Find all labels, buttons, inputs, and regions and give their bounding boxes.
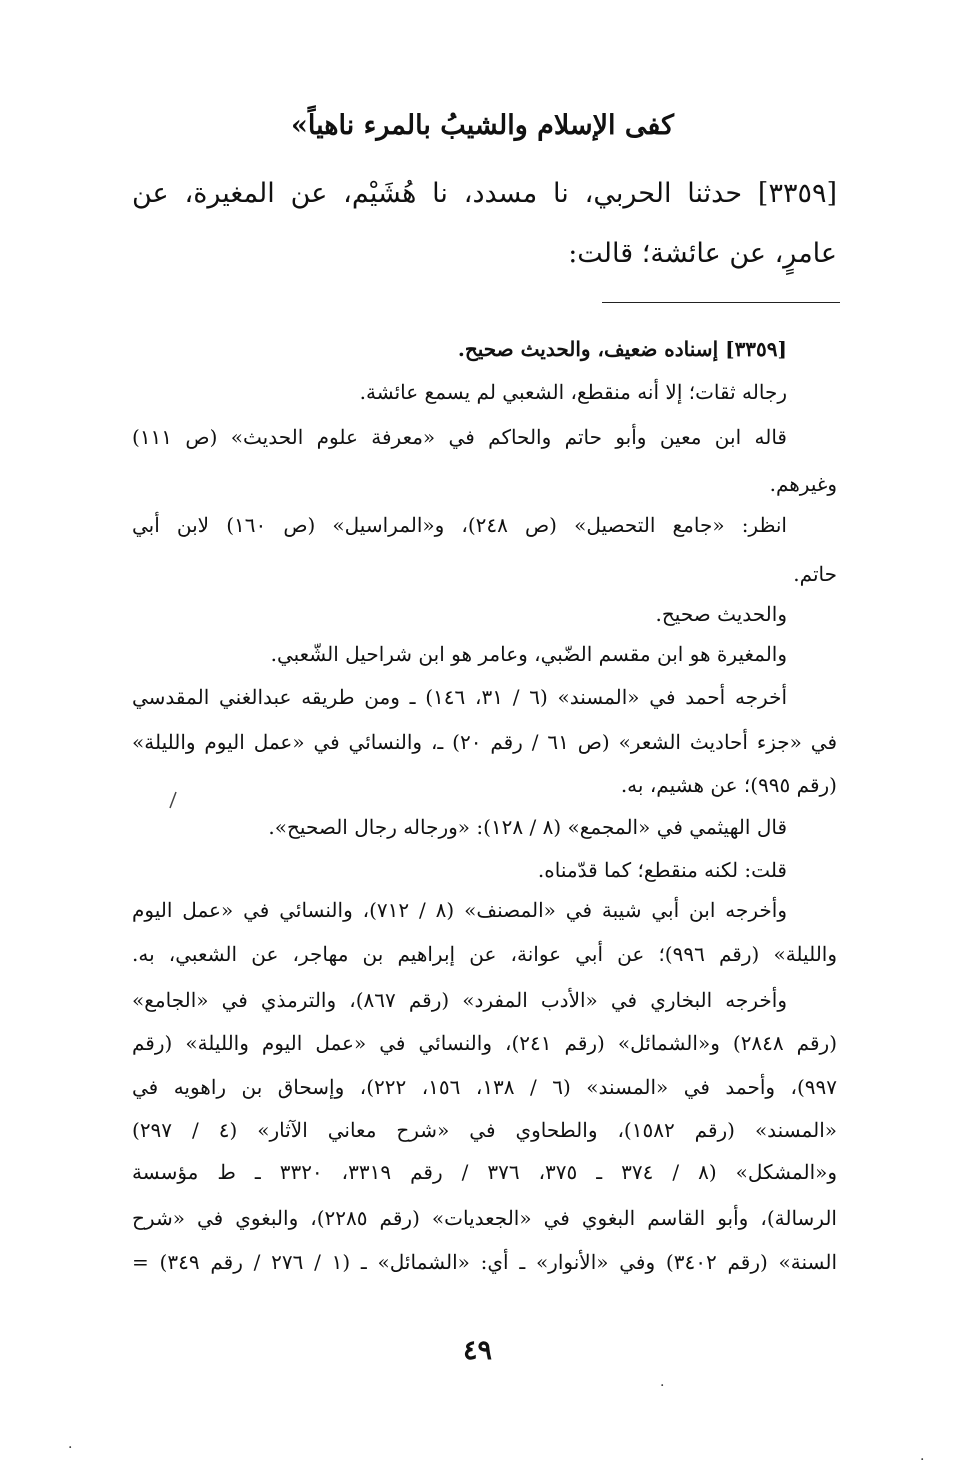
note-line: قال الهيثمي في «المجمع» (٨ / ١٢٨): «ورجاله رجال الصحيح».	[268, 815, 787, 839]
note-line: والمغيرة هو ابن مقسم الضّبي، وعامر هو ابن شراحيل الشّعبي.	[270, 642, 787, 666]
note-line: في «جزء أحاديث الشعر» (ص ٦١ / رقم ٢٠) ـ، والنسائي في «عمل اليوم والليلة»	[132, 730, 837, 754]
note-line: «المسند» (رقم ١٥٨٢)، والطحاوي في «شرح معاني الآثار» (٤ / ٢٩٧)	[132, 1118, 838, 1142]
footnote-divider	[602, 302, 840, 303]
stray-mark	[166, 790, 180, 810]
note-heading: [٣٣٥٩] إسناده ضعيف، والحديث صحيح.	[457, 337, 787, 361]
verse-heading: كفى الإسلام والشيبُ بالمرء ناهياً»	[291, 110, 674, 141]
note-line: السنة» (رقم ٣٤٠٢) وفي «الأنوار» ـ أي: «الشمائل» ـ (١ / ٢٧٦ / رقم ٣٤٩) =	[132, 1250, 838, 1274]
note-line: و«المشكل» (٨ / ٣٧٤ ـ ٣٧٥، ٣٧٦ / رقم ٣٣١٩، ٣٣٢٠ ـ ط مؤسسة	[132, 1160, 838, 1184]
note-line: (رقم ٢٨٤٨) و«الشمائل» (رقم ٢٤١)، والنسائي في «عمل اليوم والليلة» (رقم	[132, 1031, 838, 1055]
speck-mark: ·	[660, 1378, 665, 1394]
note-line: ٩٩٧)، وأحمد في «المسند» (٦ / ١٣٨، ١٥٦، ٢٢٢)، وإسحاق بن راهويه في	[132, 1075, 838, 1099]
page-number: ٤٩	[462, 1335, 492, 1366]
note-line: وأخرجه ابن أبي شيبة في «المصنف» (٨ / ٧١٢)، والنسائي في «عمل اليوم	[132, 898, 788, 922]
note-line: حاتم.	[793, 562, 837, 586]
note-line: أخرجه أحمد في «المسند» (٦ / ٣١، ١٤٦) ـ ومن طريقه عبدالغني المقدسي	[132, 685, 788, 709]
speck-mark: ·	[68, 1440, 73, 1456]
note-line: (رقم ٩٩٥)؛ عن هشيم، به.	[620, 773, 837, 797]
speck-mark: ·	[920, 1452, 925, 1468]
hadith-line-2: عامرٍ، عن عائشة؛ قالت:	[568, 238, 837, 269]
note-line: والحديث صحيح.	[655, 602, 787, 626]
note-line: الرسالة)، وأبو القاسم البغوي في «الجعديات» (رقم ٢٢٨٥)، والبغوي في «شرح	[132, 1206, 837, 1230]
note-line: قلت: لكنه منقطع؛ كما قدّمناه.	[537, 858, 787, 882]
note-line: وغيرهم.	[769, 472, 837, 496]
note-line: رجاله ثقات؛ إلا أنه منقطع، الشعبي لم يسمع عائشة.	[359, 380, 787, 404]
hadith-line-1: [٣٣٥٩] حدثنا الحربي، نا مسدد، نا هُشَيْم، عن المغيرة، عن	[132, 178, 837, 209]
note-line: قاله ابن معين وأبو حاتم والحاكم في «معرفة علوم الحديث» (ص ١١١)	[132, 425, 787, 449]
note-line: والليلة» (رقم ٩٩٦)؛ عن أبي عوانة، عن إبراهيم بن مهاجر، عن الشعبي، به.	[132, 942, 837, 966]
note-line: وأخرجه البخاري في «الأدب المفرد» (رقم ٨٦٧)، والترمذي في «الجامع»	[132, 988, 787, 1012]
note-line: انظر: «جامع التحصيل» (ص ٢٤٨)، و«المراسيل» (ص ١٦٠) لابن أبي	[132, 513, 787, 537]
